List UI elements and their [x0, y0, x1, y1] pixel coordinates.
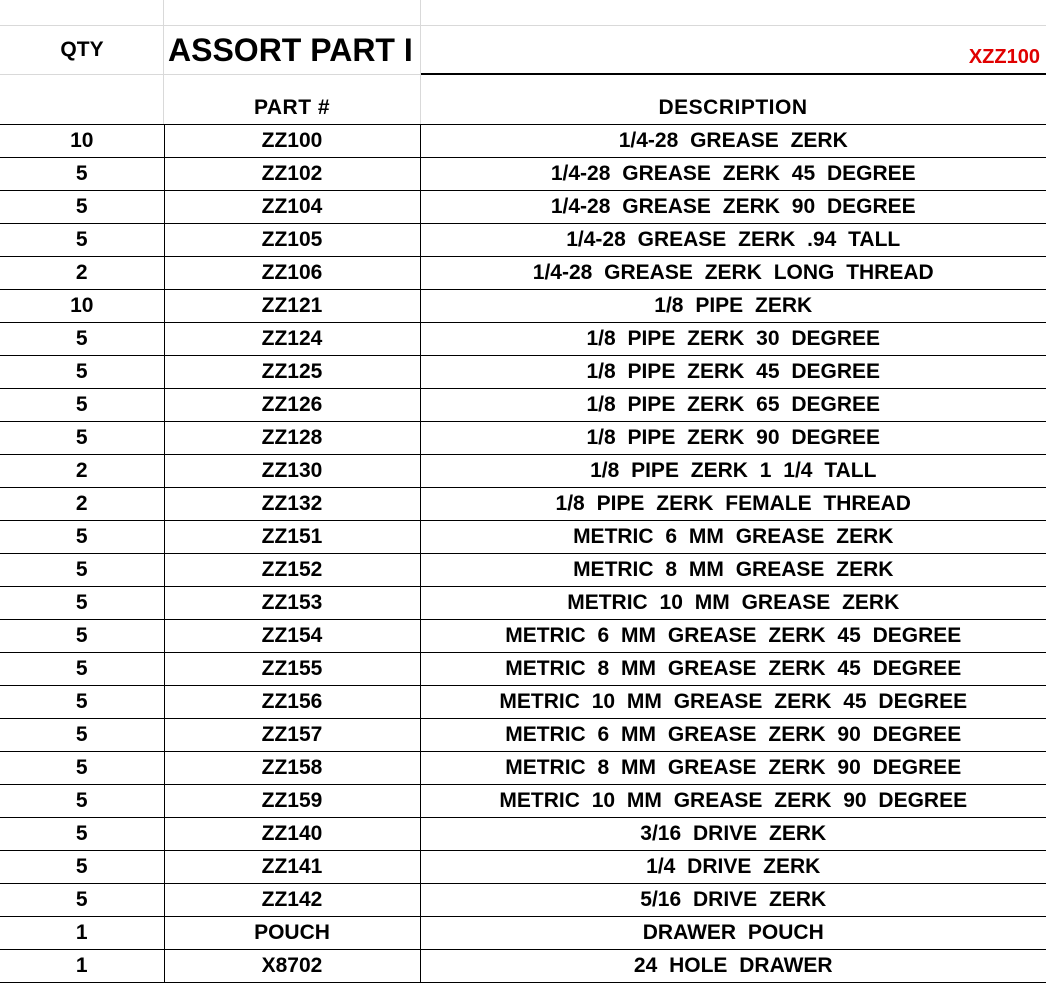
table-row — [0, 290, 1046, 323]
part-number-cell: ZZ151 — [164, 521, 420, 554]
title-underline — [421, 73, 1046, 75]
description-cell: METRIC 8 MM GREASE ZERK — [420, 554, 1046, 587]
qty-cell: 2 — [0, 455, 164, 488]
qty-cell: 1 — [0, 917, 164, 950]
description-cell: 1/8 PIPE ZERK 1 1/4 TALL — [420, 455, 1046, 488]
part-number-cell: ZZ132 — [164, 488, 420, 521]
table-row — [0, 752, 1046, 785]
part-number-header: PART # — [253, 96, 331, 119]
table-row — [0, 521, 1046, 554]
table-row — [0, 488, 1046, 521]
table-row — [0, 950, 1046, 983]
qty-cell: 2 — [0, 257, 164, 290]
qty-header: QTY — [60, 38, 104, 61]
part-number-cell: ZZ105 — [164, 224, 420, 257]
part-number-cell: ZZ156 — [164, 686, 420, 719]
part-number-cell: ZZ104 — [164, 191, 420, 224]
table-row — [0, 554, 1046, 587]
part-number-cell: X8702 — [164, 950, 420, 983]
table-row — [0, 785, 1046, 818]
description-cell: METRIC 10 MM GREASE ZERK 45 DEGREE — [420, 686, 1046, 719]
gridline — [0, 74, 420, 75]
qty-cell: 5 — [0, 884, 164, 917]
sheet-title: ASSORT PART I — [168, 31, 413, 68]
qty-cell: 5 — [0, 587, 164, 620]
qty-cell: 5 — [0, 818, 164, 851]
part-number-cell: ZZ128 — [164, 422, 420, 455]
part-number-cell: ZZ102 — [164, 158, 420, 191]
description-cell: 1/8 PIPE ZERK — [420, 290, 1046, 323]
qty-cell: 10 — [0, 290, 164, 323]
qty-cell: 5 — [0, 422, 164, 455]
table-row — [0, 917, 1046, 950]
part-number-cell: ZZ157 — [164, 719, 420, 752]
table-row — [0, 851, 1046, 884]
qty-cell: 5 — [0, 554, 164, 587]
description-cell: METRIC 8 MM GREASE ZERK 45 DEGREE — [420, 653, 1046, 686]
description-cell: 1/8 PIPE ZERK 65 DEGREE — [420, 389, 1046, 422]
part-number-cell: ZZ125 — [164, 356, 420, 389]
qty-cell: 5 — [0, 323, 164, 356]
part-number-cell: ZZ106 — [164, 257, 420, 290]
description-header: DESCRIPTION — [658, 96, 808, 119]
table-row — [0, 356, 1046, 389]
description-cell: DRAWER POUCH — [420, 917, 1046, 950]
parts-table — [0, 124, 1046, 983]
table-row — [0, 455, 1046, 488]
table-row — [0, 158, 1046, 191]
part-number-cell: ZZ153 — [164, 587, 420, 620]
qty-cell: 5 — [0, 752, 164, 785]
description-cell: 3/16 DRIVE ZERK — [420, 818, 1046, 851]
table-row — [0, 818, 1046, 851]
qty-cell: 2 — [0, 488, 164, 521]
table-row — [0, 323, 1046, 356]
table-row — [0, 686, 1046, 719]
part-number-cell: ZZ141 — [164, 851, 420, 884]
table-row — [0, 620, 1046, 653]
qty-cell: 5 — [0, 356, 164, 389]
part-number-cell: ZZ155 — [164, 653, 420, 686]
part-number-cell: ZZ100 — [164, 125, 420, 158]
part-number-cell: ZZ124 — [164, 323, 420, 356]
part-number-cell: ZZ126 — [164, 389, 420, 422]
description-cell: 5/16 DRIVE ZERK — [420, 884, 1046, 917]
description-cell: METRIC 8 MM GREASE ZERK 90 DEGREE — [420, 752, 1046, 785]
part-number-cell: ZZ142 — [164, 884, 420, 917]
description-cell: 1/4-28 GREASE ZERK 90 DEGREE — [420, 191, 1046, 224]
description-cell: METRIC 6 MM GREASE ZERK 90 DEGREE — [420, 719, 1046, 752]
qty-cell: 5 — [0, 785, 164, 818]
qty-cell: 5 — [0, 851, 164, 884]
table-row — [0, 191, 1046, 224]
part-number-cell: ZZ140 — [164, 818, 420, 851]
description-cell: 1/8 PIPE ZERK 45 DEGREE — [420, 356, 1046, 389]
description-cell: METRIC 10 MM GREASE ZERK — [420, 587, 1046, 620]
qty-cell: 5 — [0, 653, 164, 686]
parts-table-body — [0, 125, 1046, 983]
part-number-cell: ZZ121 — [164, 290, 420, 323]
table-row — [0, 884, 1046, 917]
qty-cell: 5 — [0, 521, 164, 554]
table-row — [0, 125, 1046, 158]
description-cell: 24 HOLE DRAWER — [420, 950, 1046, 983]
description-cell: METRIC 6 MM GREASE ZERK 45 DEGREE — [420, 620, 1046, 653]
part-number-cell: ZZ130 — [164, 455, 420, 488]
description-cell: METRIC 10 MM GREASE ZERK 90 DEGREE — [420, 785, 1046, 818]
description-cell: 1/8 PIPE ZERK FEMALE THREAD — [420, 488, 1046, 521]
description-cell: 1/4-28 GREASE ZERK 45 DEGREE — [420, 158, 1046, 191]
description-cell: 1/4-28 GREASE ZERK .94 TALL — [420, 224, 1046, 257]
description-cell: 1/8 PIPE ZERK 30 DEGREE — [420, 323, 1046, 356]
qty-cell: 5 — [0, 686, 164, 719]
assortment-code: XZZ100 — [968, 45, 1040, 68]
description-cell: METRIC 6 MM GREASE ZERK — [420, 521, 1046, 554]
description-cell: 1/4-28 GREASE ZERK — [420, 125, 1046, 158]
table-row — [0, 422, 1046, 455]
qty-cell: 10 — [0, 125, 164, 158]
description-cell: 1/4 DRIVE ZERK — [420, 851, 1046, 884]
part-number-cell: ZZ158 — [164, 752, 420, 785]
qty-cell: 5 — [0, 158, 164, 191]
table-row — [0, 587, 1046, 620]
part-number-cell: POUCH — [164, 917, 420, 950]
qty-cell: 5 — [0, 719, 164, 752]
qty-cell: 5 — [0, 224, 164, 257]
table-row — [0, 257, 1046, 290]
table-row — [0, 719, 1046, 752]
part-number-cell: ZZ152 — [164, 554, 420, 587]
table-row — [0, 224, 1046, 257]
table-row — [0, 653, 1046, 686]
qty-cell: 5 — [0, 620, 164, 653]
description-cell: 1/4-28 GREASE ZERK LONG THREAD — [420, 257, 1046, 290]
qty-cell: 5 — [0, 191, 164, 224]
description-cell: 1/8 PIPE ZERK 90 DEGREE — [420, 422, 1046, 455]
part-number-cell: ZZ154 — [164, 620, 420, 653]
part-number-cell: ZZ159 — [164, 785, 420, 818]
table-row — [0, 389, 1046, 422]
qty-cell: 5 — [0, 389, 164, 422]
qty-cell: 1 — [0, 950, 164, 983]
